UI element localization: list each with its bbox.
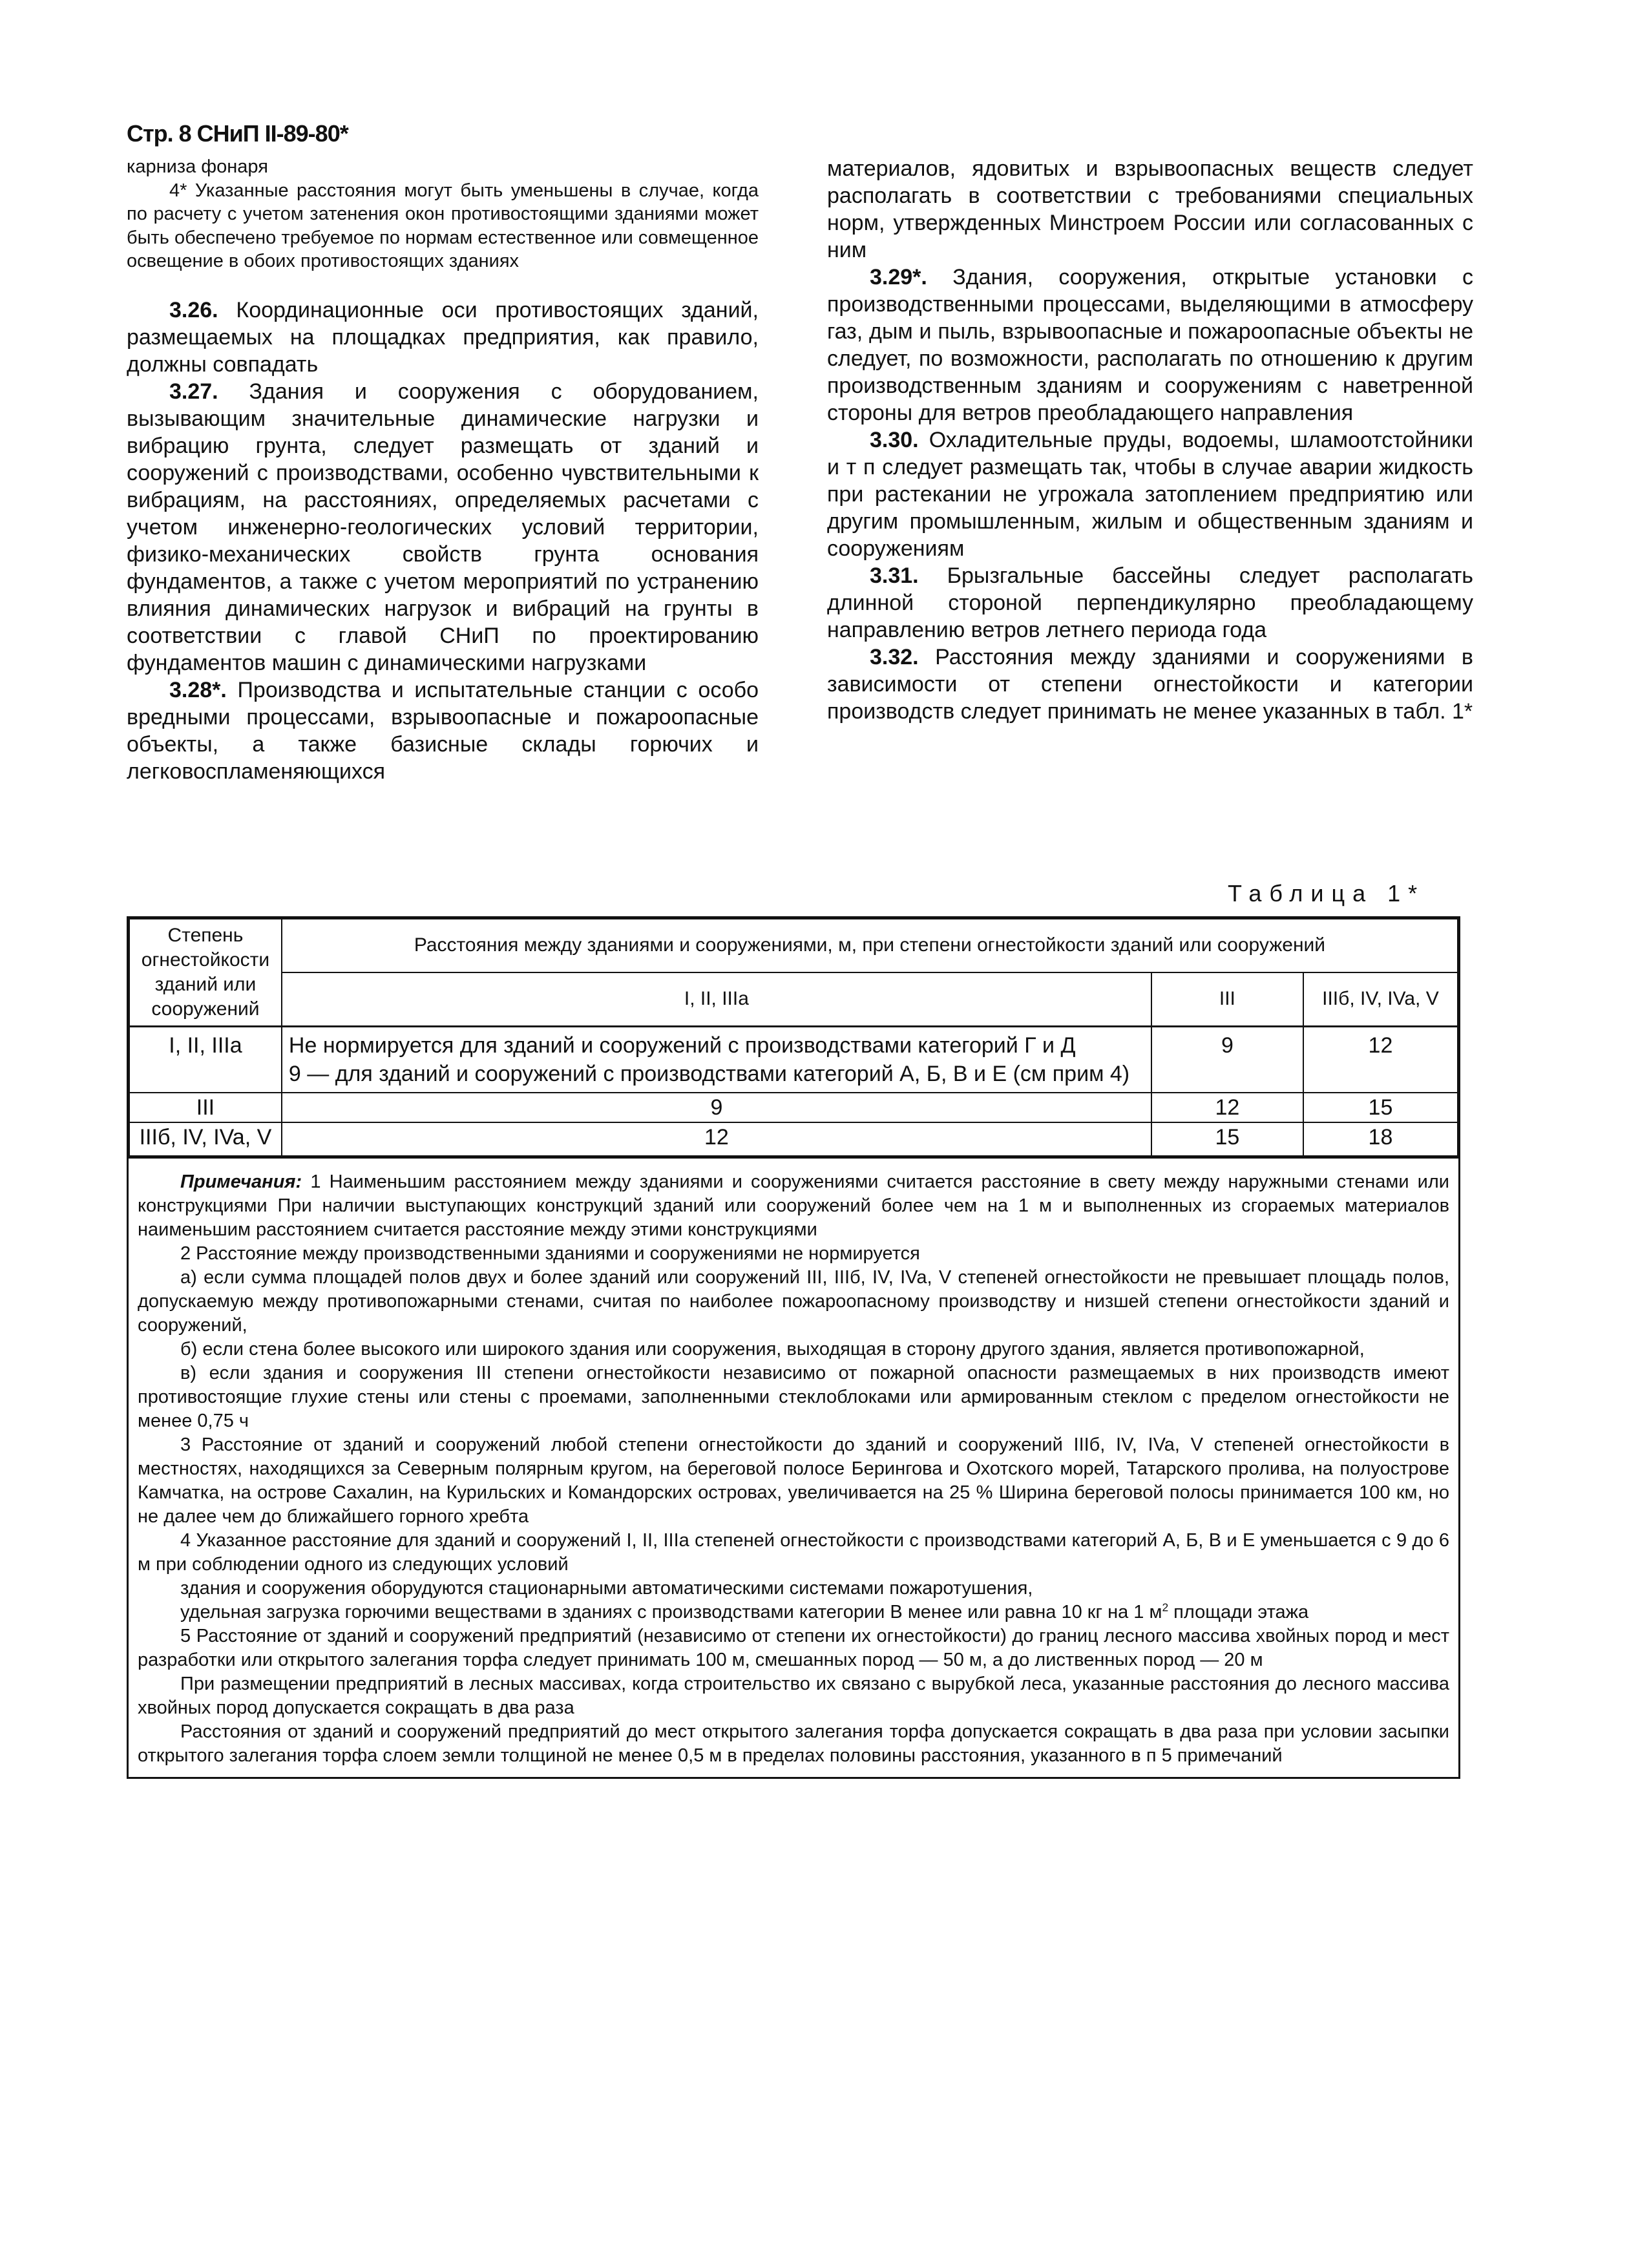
fire-distance-table-block: [127, 916, 1460, 1779]
fire-distance-table: [129, 918, 1458, 1157]
paragraph-text: Здания, сооружения, открытые установки с производственными процессами, выделяющими в атмосферу газ, дым и пыль, взрывоопасные и пожароопасные объекты не следует, по возможности, располагать по отношению к другим производственным зданиям и сооружениям с наветренной стороны для ветров преобладающего направления: [827, 265, 1473, 425]
note-text: 1 Наименьшим расстоянием между зданиями и сооружениями считается расстояние в свету между наружными стенами или конструкциями При наличии выступающих конструкций зданий или сооружений более чем на 1 м и выполненных из сгораемых материалов наименьшим расстоянием считается расстояние между этими конструкциями: [138, 1171, 1449, 1240]
subheader-col-3: IIIб, IV, IVa, V: [1303, 972, 1458, 1027]
note-2: 2 Расстояние между производственными зданиями и сооружениями не нормируется: [180, 1243, 920, 1264]
table-notes: [129, 1157, 1458, 1777]
note-4: 4* Указанные расстояния могут быть уменьшены в случае, когда по расчету с учетом затенения окон противостоящими зданиями может быть обеспечено требуемое по нормам естественное или совмещенное освещение в обоих противостоящих зданиях: [127, 180, 759, 271]
row-cell-col-2: 9: [1151, 1027, 1303, 1093]
paragraph-number: 3.28*.: [169, 677, 227, 702]
note-2c: в) если здания и сооружения III степени огнестойкости независимо от пожарной опасности размещаемых в них производств имеют противостоящие глухие стены или стены с проемами, заполненными стеклоблоками или армированным стеклом с пределом огнестойкости не менее 0,75 ч: [138, 1363, 1449, 1431]
superscript: 2: [1162, 1601, 1169, 1614]
note-5a: При размещении предприятий в лесных массивах, когда строительство их связано с вырубкой леса, указанные расстояния до лесного массива хвойных пород допускается сокращать в два раза: [138, 1674, 1449, 1718]
paragraph-3-27: [127, 378, 759, 677]
table-row: [129, 1027, 1458, 1093]
row-cell-col-3: 12: [1303, 1027, 1458, 1093]
spacer: [127, 273, 759, 297]
paragraph-3-32: [827, 644, 1473, 725]
right-column: [827, 155, 1473, 725]
paragraph-text: Координационные оси противостоящих зданий, размещаемых на площадках предприятия, как правило, должны совпадать: [127, 297, 759, 377]
paragraph-text: Охладительные пруды, водоемы, шламоотстойники и т п следует размещать так, чтобы в случае аварии жидкость при растекании не угрожала затоплением предприятию или другим промышленным, жилым и общественным зданиям и сооружениям: [827, 428, 1473, 561]
note-3: 3 Расстояние от зданий и сооружений любой степени огнестойкости до зданий и сооружений IIIб, IV, IVa, V степеней огнестойкости в местностях, находящихся за Северным полярным кругом, на береговой полосе Берингова и Охотского морей, Татарского пролива, на полуострове Камчатка, на острове Сахалин, на Курильских и Командорских островах, увеличивается на 25 % Ширина береговой полосы принимается 100 км, но не далее чем до ближайшего горного хребта: [138, 1434, 1449, 1527]
table-row: [129, 1093, 1458, 1122]
paragraph-number: 3.32.: [870, 645, 919, 669]
row-degree: III: [129, 1093, 282, 1122]
row-cell-text-b: 9 — для зданий и сооружений с производствами категорий А, Б, В и Е (см прим 4): [288, 1062, 1130, 1086]
row-degree: I, II, IIIa: [129, 1027, 282, 1093]
paragraph-3-30: [827, 426, 1473, 562]
paragraph-3-29: [827, 264, 1473, 426]
note-5b: Расстояния от зданий и сооружений предприятий до мест открытого залегания торфа допускается сокращать в два раза при условии засыпки открытого залегания торфа слоем земли толщиной не менее 0,5 м в пределах половины расстояния, указанного в п 5 примечаний: [138, 1721, 1449, 1766]
paragraph-text: Здания и сооружения с оборудованием, вызывающим значительные динамические нагрузки и вибрацию грунта, следует размещать от зданий и сооружений с производствами, особенно чувствительными к вибрациям, на расстояниях, определяемых расчетами с учетом инженерно-геологических условий территории, физико-механических свойств грунта основания фундаментов, а также с учетом мероприятий по устранению влияния динамических нагрузок и вибраций на грунты в соответствии с главой СНиП по проектированию фундаментов машин с динамическими нагрузками: [127, 379, 759, 675]
subheader-col-2: III: [1151, 972, 1303, 1027]
row-cell-col-2: 12: [1151, 1093, 1303, 1122]
table-header-row: [129, 919, 1458, 972]
note-4: 4 Указанное расстояние для зданий и сооружений I, II, IIIa степеней огнестойкости с производствами категорий А, Б, В и Е уменьшается с 9 до 6 м при соблюдении одного из следующих условий: [138, 1530, 1449, 1575]
subheader-col-1: I, II, IIIa: [282, 972, 1151, 1027]
paragraph-3-31: [827, 562, 1473, 644]
note-2b: б) если стена более высокого или широкого здания или сооружения, выходящая в сторону другого здания, является противопожарной,: [180, 1339, 1365, 1360]
note-4a: здания и сооружения оборудуются стационарными автоматическими системами пожаротушения,: [180, 1578, 1033, 1599]
left-column: [127, 155, 759, 785]
paragraph-text: Производства и испытательные станции с особо вредными процессами, взрывоопасные и пожароопасные объекты, а также базисные склады горючих и легковоспламеняющихся: [127, 677, 759, 784]
continuation-line: карниза фонаря: [127, 156, 268, 177]
note-5: 5 Расстояние от зданий и сооружений предприятий (независимо от степени их огнестойкости) до границ лесного массива хвойных пород и мест разработки или открытого залегания торфа следует принимать 100 м, смешанных пород — 50 м, а до лиственных пород — 20 м: [138, 1626, 1449, 1670]
paragraph-text: Расстояния между зданиями и сооружениями в зависимости от степени огнестойкости и категории производств следует принимать не менее указанных в табл. 1*: [827, 645, 1473, 724]
table-caption: Таблица 1*: [1228, 880, 1425, 907]
table-subheader-row: [129, 972, 1458, 1027]
note-text: площади этажа: [1168, 1602, 1309, 1622]
paragraph-number: 3.30.: [870, 428, 919, 452]
row-cell-col-3: 18: [1303, 1122, 1458, 1156]
row-cell-col-3: 15: [1303, 1093, 1458, 1122]
note-4b: [138, 1601, 1449, 1624]
paragraph-number: 3.26.: [169, 297, 218, 322]
header-degree: Степень огнестойкости зданий или сооружений: [129, 919, 282, 1027]
paragraph-number: 3.27.: [169, 379, 218, 404]
note-2a: а) если сумма площадей полов двух и более зданий или сооружений III, IIIб, IV, IVa, V степеней огнестойкости не превышает площадь полов, допускаемую между противопожарными стенами, считая по наиболее пожароопасному производству и низшей степени огнестойкости зданий и сооружений,: [138, 1267, 1449, 1336]
table-row: [129, 1122, 1458, 1156]
paragraph-3-28: [127, 677, 759, 785]
header-distances: Расстояния между зданиями и сооружениями, м, при степени огнестойкости зданий или сооружений: [282, 919, 1458, 972]
paragraph-3-26: [127, 297, 759, 378]
row-cell-col-1: 12: [282, 1122, 1151, 1156]
page-header: Стр. 8 СНиП II-89-80*: [127, 120, 348, 147]
note-1: [138, 1170, 1449, 1242]
row-cell-col-1: 9: [282, 1093, 1151, 1122]
continuation-text: материалов, ядовитых и взрывоопасных веществ следует располагать в соответствии с требованиями специальных норм, утвержденных Минстроем России или согласованных с ним: [827, 156, 1473, 262]
paragraph-number: 3.29*.: [870, 265, 927, 289]
paragraph-number: 3.31.: [870, 563, 919, 588]
row-cell-col-2: 15: [1151, 1122, 1303, 1156]
row-cell-col-1: [282, 1027, 1151, 1093]
row-cell-text-a: Не нормируется для зданий и сооружений с производствами категорий Г и Д: [288, 1033, 1076, 1058]
note-text: удельная загрузка горючими веществами в зданиях с производствами категории В менее или равна 10 кг на 1 м: [180, 1602, 1162, 1622]
row-degree: IIIб, IV, IVa, V: [129, 1122, 282, 1156]
notes-heading: Примечания:: [180, 1171, 302, 1192]
paragraph-text: Брызгальные бассейны следует располагать длинной стороной перпендикулярно преобладающему направлению ветров летнего периода года: [827, 563, 1473, 642]
